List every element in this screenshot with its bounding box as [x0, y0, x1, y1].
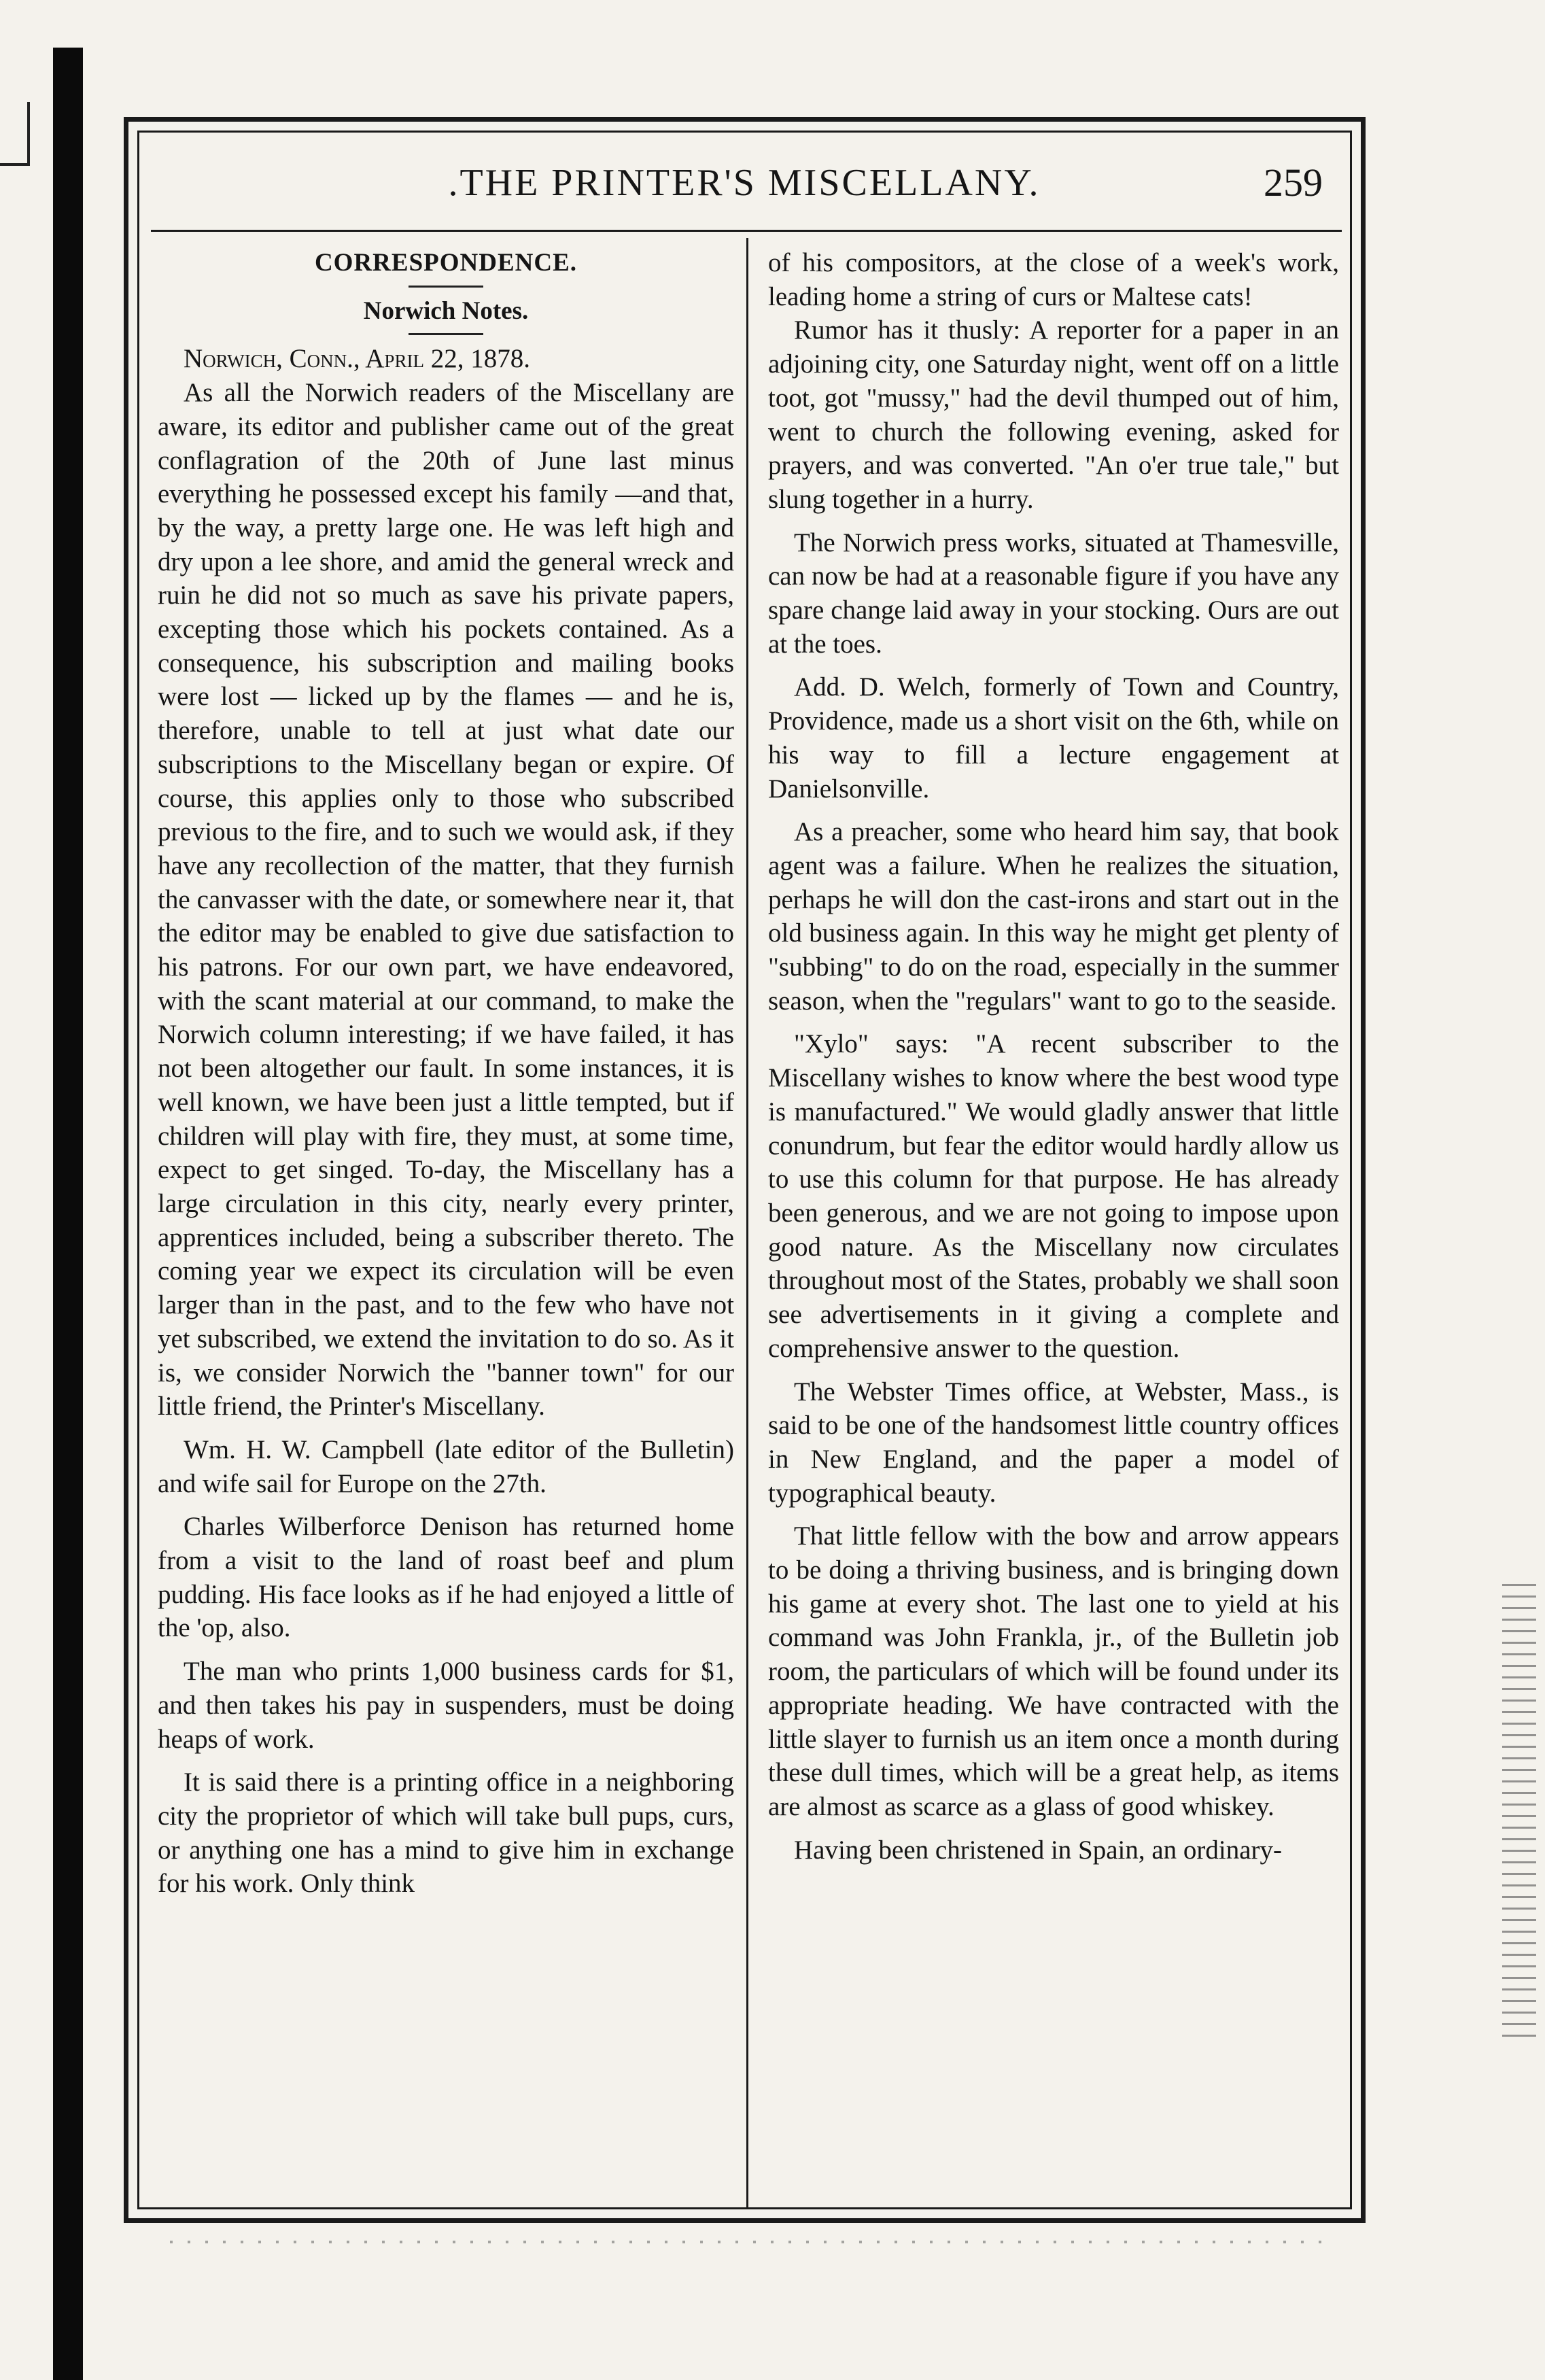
paragraph: It is said there is a printing office in a neighboring city the proprietor of which will take bull pups, curs, or anything one has a mind to give him in exchange for his work. Only think	[158, 1767, 734, 1899]
margin-show-through	[1502, 1584, 1536, 2046]
print-specks	[170, 2241, 1325, 2243]
dateline: Norwich, Conn., April 22, 1878.	[184, 344, 530, 374]
paragraph: Add. D. Welch, formerly of Town and Country, Providence, made us a short visit on the 6th, while on his way to fill a lecture engagement at Danielsonville.	[768, 672, 1339, 804]
page-edge-mark	[0, 102, 30, 166]
book-spine	[53, 48, 83, 2380]
heading-rule	[409, 286, 483, 288]
paragraph: As all the Norwich readers of the Miscellany are aware, its editor and publisher came out of the great conflagration of the 20th of June last minus everything he possessed except his family —and that, by the way, a pretty large one. He was left high and dry upon a lee shore, and amid the general wreck and ruin he did not so much as save his private papers, excepting those which his pockets contained. As a consequence, his subscription and mailing books were lost — licked up by the flames — and he is, therefore, unable to tell at just what date our subscriptions to the Miscellany began or expire. Of course, this applies only to those who subscribed previous to the fire, and to such we would ask, if they have any recollection of the matter, that they furnish the canvasser with the date, or somewhere near it, that the editor may be enabled to give due satisfaction to his patrons. For our own part, we have endeavored, with the scant material at our command, to make the Norwich column interesting; if we have failed, it has not been altogether our fault. In some instances, it is well known, we have been just a little tempted, but if children will play with fire, they must, at some time, expect to get singed. To-day, the Miscellany has a large circulation in this city, nearly every printer, apprentices included, being a subscriber thereto. The coming year we expect its circulation will be even larger than in the past, and to the few who have not yet subscribed, we extend the invitation to do so. As it is, we consider Norwich the "banner town" for our little friend, the Printer's Miscellany.	[158, 378, 734, 1421]
header-rule	[151, 230, 1342, 232]
paragraph: That little fellow with the bow and arrow appears to be doing a thriving business, and is bringing down his game at every shot. The last one to yield at his command was John Frankla, jr., of the Bulletin job room, the particulars of which will be found under its appropriate heading. We have contracted with the little slayer to furnish us an item once a month during these dull times, which will be a great help, as items are almost as scarce as a glass of good whiskey.	[768, 1521, 1339, 1821]
paragraph: The Norwich press works, situated at Thamesville, can now be had at a reasonable figure if you have any spare change laid away in your stocking. Ours are out at the toes.	[768, 528, 1339, 659]
paragraph: As a preacher, some who heard him say, that book agent was a failure. When he realizes the situation, perhaps he will don the cast-irons and start out in the old business again. In this way he might get plenty of "subbing" to do on the road, especially in the summer season, when the "regulars" want to go to the seaside.	[768, 817, 1339, 1016]
paragraph: "Xylo" says: "A recent subscriber to the Miscellany wishes to know where the best wood type is manufactured." We would gladly answer that little conundrum, but fear the editor would hardly allow us to use this column for that purpose. He has already been generous, and we are not going to impose upon good nature. As the Miscellany now circulates throughout most of the States, probably we shall soon see advertisements in it giving a complete and comprehensive answer to the question.	[768, 1029, 1339, 1363]
paragraph-continued: of his compositors, at the close of a week's work, leading home a string of curs or Maltese cats!	[768, 248, 1339, 311]
running-header	[143, 153, 1346, 207]
paragraph: Rumor has it thusly: A reporter for a paper in an adjoining city, one Saturday night, went off on a little toot, got "mussy," had the devil thumped out of him, went to church the following evening, asked for prayers, and was converted. "An o'er true tale," but slung together in a hurry.	[768, 315, 1339, 514]
left-column	[158, 246, 734, 1901]
paragraph: Charles Wilberforce Denison has returned home from a visit to the land of roast beef and plum pudding. His face looks as if he had enjoyed a little of the 'op, also.	[158, 1512, 734, 1643]
paragraph: Having been christened in Spain, an ordinary-	[794, 1835, 1283, 1865]
paragraph: The man who prints 1,000 business cards for $1, and then takes his pay in suspenders, must be doing heaps of work.	[158, 1657, 734, 1754]
paragraph: Wm. H. W. Campbell (late editor of the Bulletin) and wife sail for Europe on the 27th.	[158, 1434, 734, 1498]
paragraph: The Webster Times office, at Webster, Mass., is said to be one of the handsomest little country offices in New England, and the paper a model of typographical beauty.	[768, 1377, 1339, 1508]
column-divider	[746, 238, 748, 2209]
section-heading: CORRESPONDENCE.	[314, 249, 578, 277]
article-heading: Norwich Notes.	[363, 296, 529, 325]
running-title: .THE PRINTER'S MISCELLANY.	[448, 162, 1041, 204]
page-number: 259	[1264, 160, 1323, 205]
right-column	[768, 246, 1339, 1867]
heading-rule	[409, 333, 483, 335]
